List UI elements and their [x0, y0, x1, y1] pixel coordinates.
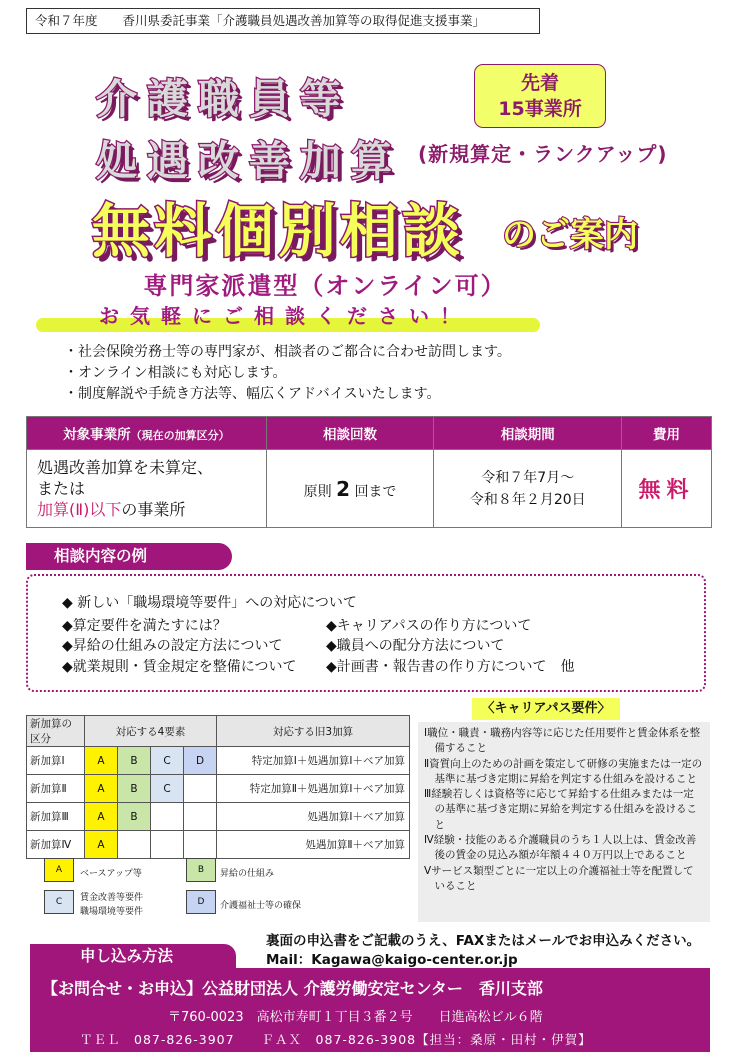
table-row: 新加算Ⅳ A 処遇加算Ⅱ＋ベア加算 — [27, 831, 410, 859]
header-target: 対象事業所（現在の加算区分） — [27, 417, 267, 450]
expert-dispatch-label: 専門家派遣型（オンライン可） — [143, 272, 507, 300]
req-header-category: 新加算の区分 — [27, 716, 85, 747]
example-item: ◆職員への配分方法について — [326, 638, 505, 654]
table-row: 新加算Ⅱ A B C 特定加算Ⅱ＋処遇加算Ⅰ＋ベア加算 — [27, 775, 410, 803]
career-path-box — [418, 722, 710, 922]
apply-instructions: 裏面の申込書をご記載のうえ、FAXまたはメールでお申込みください。 Mail：Kagawa@kaigo-center.or.jp — [266, 933, 701, 968]
legend-a-box: A — [44, 858, 74, 882]
bullet-item: ・制度解説や手続き方法等、幅広くアドバイスいたします。 — [64, 386, 441, 402]
example-item: ◆キャリアパスの作り方について — [326, 618, 532, 634]
legend-c-label1: 賃金改善等要件 — [80, 893, 144, 903]
examples-box — [26, 574, 706, 692]
example-item: ◆ 新しい「職場環境等要件」への対応について — [62, 595, 357, 611]
career-item: Ⅴサービス類型ごとに一定以上の介護福祉士等を配置していること — [424, 864, 694, 892]
title-line3: 無料個別相談 — [92, 197, 465, 265]
example-item: ◆計画書・報告書の作り方について 他 — [326, 659, 575, 675]
title-line3-sub: のご案内 — [502, 215, 638, 255]
apply-title: 申し込み方法 — [30, 944, 236, 968]
header-fee: 費用 — [622, 417, 712, 450]
badge-line1: 先着 — [520, 72, 559, 94]
legend-b-box: B — [186, 858, 216, 882]
first-come-badge — [474, 64, 606, 128]
target-cell: 処遇改善加算を未算定、 または 加算(Ⅱ)以下の事業所 — [27, 450, 267, 528]
mail-address[interactable]: Mail：Kagawa@kaigo-center.or.jp — [266, 952, 518, 968]
legend-c-box: C — [44, 890, 74, 914]
header-count: 相談回数 — [266, 417, 434, 450]
example-item: ◆算定要件を満たすには？ — [62, 618, 227, 634]
career-item: Ⅲ経験若しくは資格等に応じて昇給する仕組みまたは一定の基準に基づき定期に昇給を判定する仕組みを設けること — [424, 788, 697, 831]
period-cell: 令和７年7月～ 令和８年２月20日 — [434, 450, 622, 528]
legend-d-box: D — [186, 890, 216, 914]
footer-contact: ＴＥＬ 087-826-3907 ＦＡＸ 087-826-3908【担当：桑原・田村・伊賀】 — [80, 1032, 592, 1047]
bullet-item: ・オンライン相談にも対応します。 — [64, 365, 287, 381]
examples-title: 相談内容の例 — [26, 543, 232, 570]
legend-b-label: 昇給の仕組み — [220, 869, 275, 879]
footer-address: 〒760-0023 高松市寿町１丁目３番２号 日進高松ビル６階 — [168, 1010, 543, 1025]
table-row: 新加算Ⅰ A B C D 特定加算Ⅰ＋処遇加算Ⅰ＋ベア加算 — [27, 747, 410, 775]
header-notice: 令和７年度 香川県委託事業「介護職員処遇改善加算等の取得促進支援事業」 — [26, 8, 540, 34]
legend-a-label: ベースアップ等 — [80, 869, 142, 879]
table-row: 新加算Ⅲ A B 処遇加算Ⅰ＋ベア加算 — [27, 803, 410, 831]
career-path-label: 〈キャリアパス要件〉 — [472, 698, 620, 720]
bullet-item: ・社会保険労務士等の専門家が、相談者のご都合に合わせ訪問します。 — [64, 344, 511, 360]
fee-cell: 無料 — [622, 450, 712, 528]
req-header-elements: 対応する4要素 — [85, 716, 217, 747]
req-header-old: 対応する旧3加算 — [217, 716, 410, 747]
career-item: Ⅱ資質向上のための計画を策定して研修の実施または一定の基準に基づき定期に昇給を判定する仕組みを設けること — [424, 757, 703, 785]
info-table — [26, 416, 712, 528]
casual-message: お気軽にご相談ください！ — [99, 304, 471, 328]
career-item: Ⅰ職位・職責・職務内容等に応じた任用要件と賃金体系を整備すること — [424, 727, 701, 755]
requirement-table — [26, 715, 410, 859]
legend-c-label2: 職場環境等要件 — [80, 907, 144, 917]
badge-line2: 15事業所 — [498, 98, 582, 120]
example-item: ◆就業規則・賃金規定を整備について — [62, 659, 297, 675]
title-line2: 処遇改善加算 — [96, 137, 402, 185]
legend-d-label: 介護福祉士等の確保 — [220, 901, 302, 911]
career-item: Ⅳ経験・技能のある介護職員のうち１人以上は、賃金改善後の賃金の見込み額が年額４４０万円以上であること — [424, 834, 697, 862]
footer-org: 【お問合せ・お申込】公益財団法人 介護労働安定センター 香川支部 — [42, 979, 543, 998]
title-line1: 介護職員等 — [96, 75, 351, 123]
example-item: ◆昇給の仕組みの設定方法について — [62, 638, 283, 654]
header-period: 相談期間 — [434, 417, 622, 450]
title-line2-sub: (新規算定・ランクアップ) — [418, 142, 668, 166]
count-cell: 原則 2 回まで — [266, 450, 434, 528]
footer — [30, 968, 710, 1052]
bullet-list — [64, 342, 511, 405]
